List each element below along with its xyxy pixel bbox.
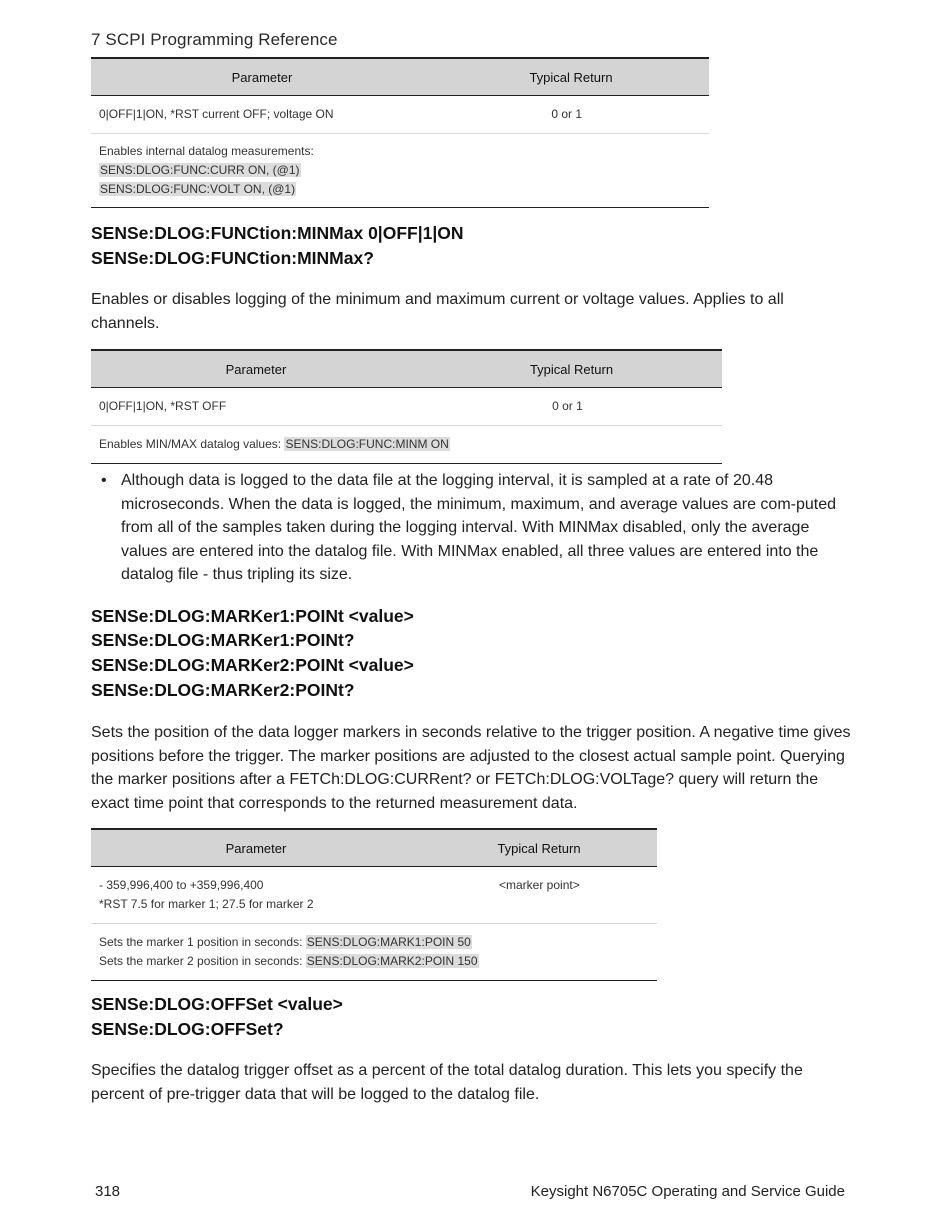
- table-row: [91, 867, 657, 924]
- example-text: Enables MIN/MAX datalog values:: [99, 437, 285, 451]
- example-row: [91, 134, 709, 207]
- example-text: Sets the marker 1 position in seconds:: [99, 935, 306, 949]
- column-header-parameter: Parameter: [231, 69, 293, 85]
- column-header-parameter: Parameter: [225, 361, 287, 377]
- parameter-cell: 0|OFF|1|ON, *RST OFF: [99, 399, 227, 413]
- table-row: [91, 96, 709, 134]
- column-header-typical-return: Typical Return: [497, 840, 581, 856]
- table-row: [91, 388, 722, 426]
- command-heading: SENSe:DLOG:MARKer2:POINt <value>: [91, 655, 414, 675]
- example-code: SENS:DLOG:FUNC:MINM ON: [285, 437, 449, 451]
- bullet-text: Although data is logged to the data file at the logging interval, it is sampled at a rate of 20.48 microseconds. When the data is logged, the minimum, maximum, and average values are com-puted from all of the samples taken during the logging interval. With MINMax disabled, only the average values are entered into the datalog file. With MINMax enabled, all three values are entered into the datalog file - thus tripling its size.: [121, 472, 837, 583]
- command-description: Sets the position of the data logger markers in seconds relative to the trigger position. A negative time gives positions before the trigger. The marker positions are adjusted to the closest actual sample point. Querying the marker positions after a FETCh:DLOG:CURRent? or FETCh:DLOG:VOLTage? query will return the exact time point that corresponds to the returned measurement data.: [91, 724, 851, 812]
- example-text: Sets the marker 2 position in seconds:: [99, 954, 306, 968]
- parameter-table-1: [91, 57, 709, 208]
- parameter-cell: 0|OFF|1|ON, *RST current OFF; voltage ON: [99, 107, 334, 121]
- bullet-dot-icon: •: [101, 472, 107, 489]
- command-heading: SENSe:DLOG:OFFSet <value>: [91, 994, 343, 1014]
- parameter-table-3: [91, 828, 657, 981]
- bullet-note: [101, 469, 841, 587]
- parameter-table-2: [91, 349, 722, 464]
- running-head: 7 SCPI Programming Reference: [91, 30, 338, 49]
- command-description: Specifies the datalog trigger offset as a percent of the total datalog duration. This lets you specify the percent of pre-trigger data that will be logged to the datalog file.: [91, 1062, 803, 1103]
- parameter-cell: [91, 867, 491, 923]
- example-code: SENS:DLOG:MARK1:POIN 50: [306, 935, 471, 949]
- example-code: SENS:DLOG:FUNC:VOLT ON, (@1): [100, 182, 296, 196]
- return-cell: <marker point>: [499, 878, 580, 892]
- guide-title: Keysight N6705C Operating and Service Guide: [530, 1183, 845, 1200]
- return-cell: 0 or 1: [551, 107, 582, 121]
- column-header-typical-return: Typical Return: [529, 69, 613, 85]
- query-heading: SENSe:DLOG:MARKer1:POINt?: [91, 630, 355, 650]
- example-code: SENS:DLOG:FUNC:CURR ON, (@1): [100, 163, 300, 177]
- query-heading: SENSe:DLOG:FUNCtion:MINMax?: [91, 248, 374, 268]
- example-row: [91, 426, 722, 463]
- command-heading: SENSe:DLOG:MARKer1:POINt <value>: [91, 606, 414, 626]
- query-heading: SENSe:DLOG:MARKer2:POINt?: [91, 680, 355, 700]
- table-header: [91, 351, 722, 388]
- parameter-reset: *RST 7.5 for marker 1; 27.5 for marker 2: [99, 897, 314, 911]
- command-heading: SENSe:DLOG:FUNCtion:MINMax 0|OFF|1|ON: [91, 223, 464, 243]
- example-cell: [91, 426, 722, 463]
- parameter-range: - 359,996,400 to +359,996,400: [99, 878, 264, 892]
- table-header: [91, 830, 657, 867]
- example-intro: Enables internal datalog measurements:: [99, 144, 314, 158]
- example-row: [91, 924, 657, 980]
- query-heading: SENSe:DLOG:OFFSet?: [91, 1019, 284, 1039]
- column-header-parameter: Parameter: [225, 840, 287, 856]
- example-cell: [91, 134, 707, 207]
- page-number: 318: [95, 1183, 121, 1200]
- example-code: SENS:DLOG:MARK2:POIN 150: [306, 954, 478, 968]
- return-cell: 0 or 1: [552, 399, 583, 413]
- table-header: [91, 59, 709, 96]
- command-description: Enables or disables logging of the minimum and maximum current or voltage values. Applies to all channels.: [91, 291, 784, 332]
- column-header-typical-return: Typical Return: [529, 361, 614, 377]
- example-cell: [91, 924, 657, 980]
